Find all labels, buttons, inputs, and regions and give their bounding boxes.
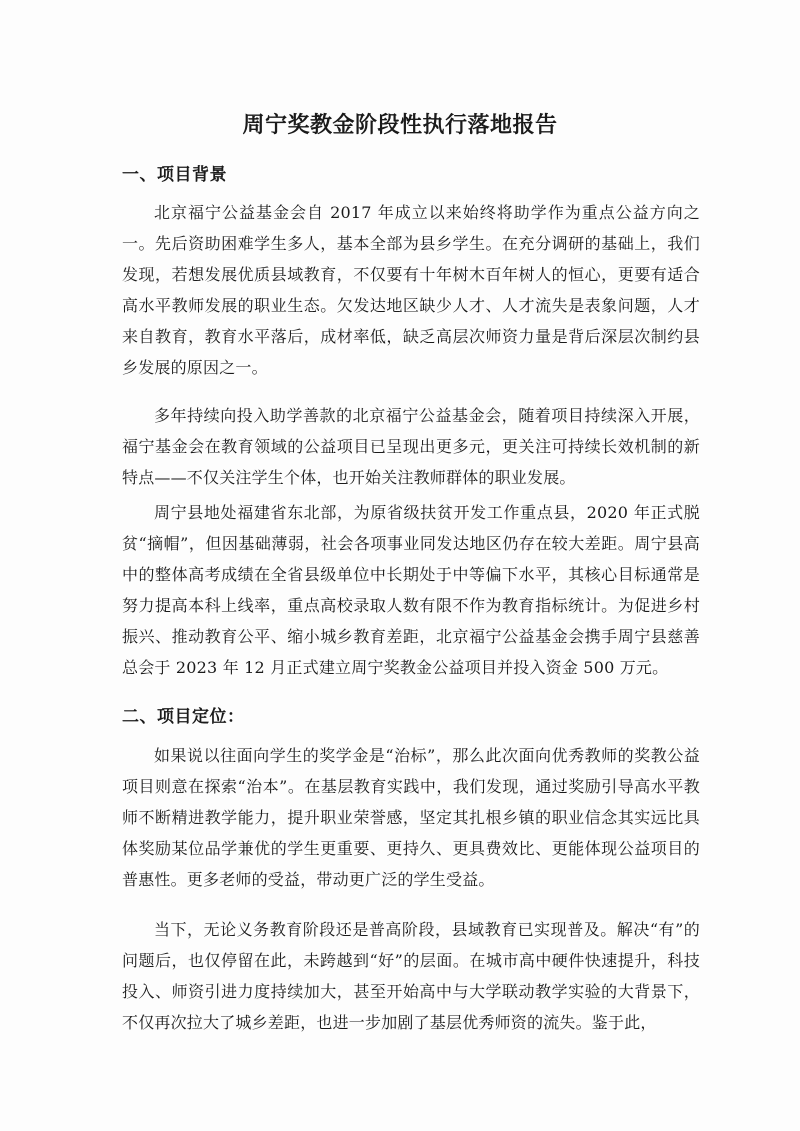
paragraph-treat-root-cause: 如果说以往面向学生的奖学金是“治标”，那么此次面向优秀教师的奖教公益项目则意在探索“治本”。在基层教育实践中，我们发现，通过奖励引导高水平教师不断精进教学能力，提升职业荣誉感，坚定其扎根乡镇的职业信念其实远比具体奖励某位品学兼优的学生更重要、更持久、更具费效比、更能体现公益项目的普惠性。更多老师的受益，带动更广泛的学生受益。 xyxy=(122,746,700,889)
section-heading-background: 一、项目背景 xyxy=(122,165,227,185)
paragraph-foundation-evolution: 多年持续向投入助学善款的北京福宁公益基金会，随着项目持续深入开展，福宁基金会在教育领域的公益项目已呈现出更多元，更关注可持续长效机制的新特点——不仅关注学生个体，也开始关注教师群体的职业发展。 xyxy=(122,406,700,487)
paragraph-foundation-intro: 北京福宁公益基金会自 2017 年成立以来始终将助学作为重点公益方向之一。先后资助困难学生多人，基本全部为县乡学生。在充分调研的基础上，我们发现，若想发展优质县域教育，不仅要有十年树木百年树人的恒心，更要有适合高水平教师发展的职业生态。欠发达地区缺少人才、人才流失是表象问题，人才来自教育，教育水平落后，成材率低，缺乏高层次师资力量是背后深层次制约县乡发展的原因之一。 xyxy=(122,203,700,377)
section-heading-positioning: 二、项目定位： xyxy=(122,707,245,727)
paragraph-current-situation: 当下，无论义务教育阶段还是普高阶段，县域教育已实现普及。解决“有”的问题后，也仅停留在此，未跨越到“好”的层面。在城市高中硬件快速提升，科技投入、师资引进力度持续加大，甚至开始高中与大学联动教学实验的大背景下，不仅再次拉大了城乡差距，也进一步加剧了基层优秀师资的流失。鉴于此， xyxy=(122,920,700,1032)
document-title: 周宁奖教金阶段性执行落地报告 xyxy=(242,112,558,138)
paragraph-zhouning-county: 周宁县地处福建省东北部，为原省级扶贫开发工作重点县，2020 年正式脱贫“摘帽”，但因基础薄弱，社会各项事业同发达地区仍存在较大差距。周宁县高中的整体高考成绩在全省县级单位中长期处于中等偏下水平，其核心目标通常是努力提高本科上线率，重点高校录取人数有限不作为教育指标统计。为促进乡村振兴、推动教育公平、缩小城乡教育差距，北京福宁公益基金会携手周宁县慈善总会于 2023 年 12 月正式建立周宁奖教金公益项目并投入资金 500 万元。 xyxy=(122,503,700,677)
